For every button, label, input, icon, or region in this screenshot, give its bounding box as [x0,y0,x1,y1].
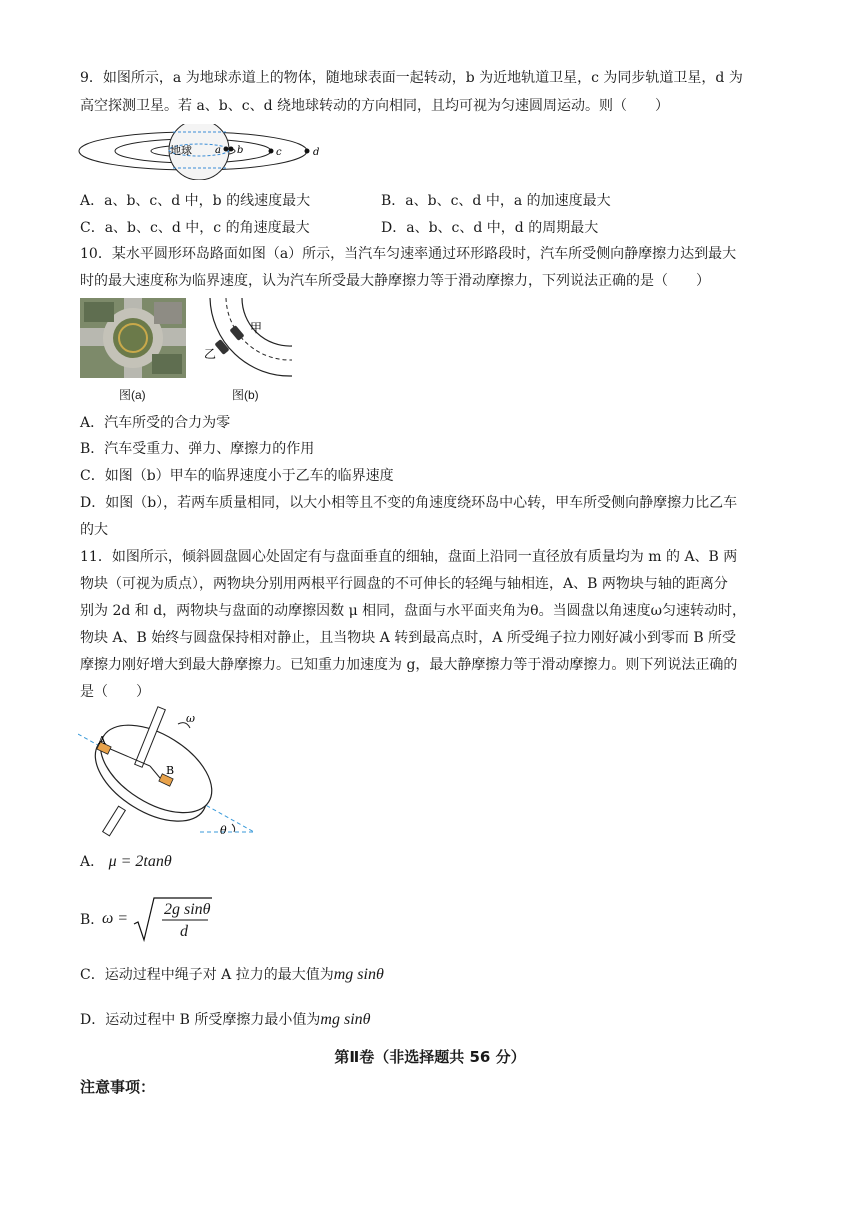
label-b: b [237,145,244,156]
label-d: d [313,147,320,158]
q11-stem-line2: 物块（可视为质点），两物块分别用两根平行圆盘的不可伸长的轻绳与轴相连，A、B 两物块与轴的距离分 [80,576,728,592]
q10-option-a: A．汽车所受的合力为零 [80,415,231,431]
q11-stem-line3: 别为 2d 和 d，两物块与盘面的动摩擦因数 μ 相同，盘面与水平面夹角为θ。当圆盘以角速度ω匀速转动时， [80,603,747,619]
q10-option-d-line2: 的大 [80,522,108,538]
q9-option-a: A．a、b、c、d 中，b 的线速度最大 [80,193,311,209]
caption-fig-a: 图(a) [119,388,146,402]
q11-stem-line4: 物块 A、B 始终与圆盘保持相对静止，且当物块 A 转到最高点时，A 所受绳子拉力刚好减小到零而 B 所受 [80,630,737,646]
roundabout-photo [80,298,186,378]
q11-stem-line5: 摩擦力刚好增大到最大静摩擦力。已知重力加速度为 g，最大静摩擦力等于滑动摩擦力。则下列说法正确的 [80,657,738,673]
q9-option-b: B．a、b、c、d 中，a 的加速度最大 [381,193,611,209]
q10-option-d-line1: D．如图（b），若两车质量相同，以大小相等且不变的角速度绕环岛中心转，甲车所受侧向静摩擦力比乙车 [80,495,738,511]
theta-label: θ [220,824,227,837]
notice-heading: 注意事项： [80,1078,156,1096]
section-title: 第Ⅱ卷（非选择题共 56 分） [334,1048,526,1066]
q9-option-c: C．a、b、c、d 中，c 的角速度最大 [80,220,310,236]
q11-option-d [80,1010,371,1030]
q11-option-a-label: A． [80,854,105,870]
q11-option-b-numerator: 2g sinθ [164,901,211,918]
q11-option-c [80,965,384,985]
q11-option-c-math: mg sinθ [333,966,384,983]
q11-option-b-lhs: ω = [102,910,129,927]
block-a-label: A [98,734,106,747]
q11-stem-line1: 11．如图所示，倾斜圆盘圆心处固定有与盘面垂直的细轴，盘面上沿同一直径放有质量均为 m 的 A、B 两 [80,549,738,565]
q9-orbit-figure [78,124,338,180]
car-yi-label: 乙 [204,347,217,361]
omega-label: ω [186,712,195,725]
q11-option-d-text: D．运动过程中 B 所受摩擦力最小值为 [80,1012,321,1028]
q9-stem-line1: 9．如图所示，a 为地球赤道上的物体，随地球表面一起转动，b 为近地轨道卫星，c 为同步轨道卫星，d 为 [80,70,743,86]
q11-option-a-math: μ = 2tanθ [108,853,172,870]
tilted-disk-figure [78,706,264,842]
label-c: c [276,147,282,158]
q11-stem-line6: 是（ ） [80,684,150,700]
q11-option-c-text: C．运动过程中绳子对 A 拉力的最大值为 [80,967,334,983]
q10-option-b: B．汽车受重力、弹力、摩擦力的作用 [80,441,315,457]
q9-stem-line2: 高空探测卫星。若 a、b、c、d 绕地球转动的方向相同，且均可视为匀速圆周运动。则（ ） [80,98,670,114]
q11-option-a [80,852,172,872]
roundabout-diagram [200,296,300,380]
q11-option-b-label: B． [80,912,105,928]
earth-label: 地球 [170,144,192,157]
q10-option-c: C．如图（b）甲车的临界速度小于乙车的临界速度 [80,468,394,484]
q11-option-b-denominator: d [180,923,188,940]
caption-fig-b: 图(b) [232,388,259,402]
q11-option-d-math: mg sinθ [320,1011,371,1028]
car-jia-label: 甲 [250,321,263,335]
q9-option-d: D．a、b、c、d 中，d 的周期最大 [381,220,599,236]
label-a: a [215,145,221,156]
q10-stem-line1: 10．某水平圆形环岛路面如图（a）所示，当汽车匀速率通过环形路段时，汽车所受侧向静摩擦力达到最大 [80,246,737,262]
q10-stem-line2: 时的最大速度称为临界速度，认为汽车所受最大静摩擦力等于滑动摩擦力，下列说法正确的是（ ） [80,273,710,289]
block-b-label: B [166,764,175,777]
